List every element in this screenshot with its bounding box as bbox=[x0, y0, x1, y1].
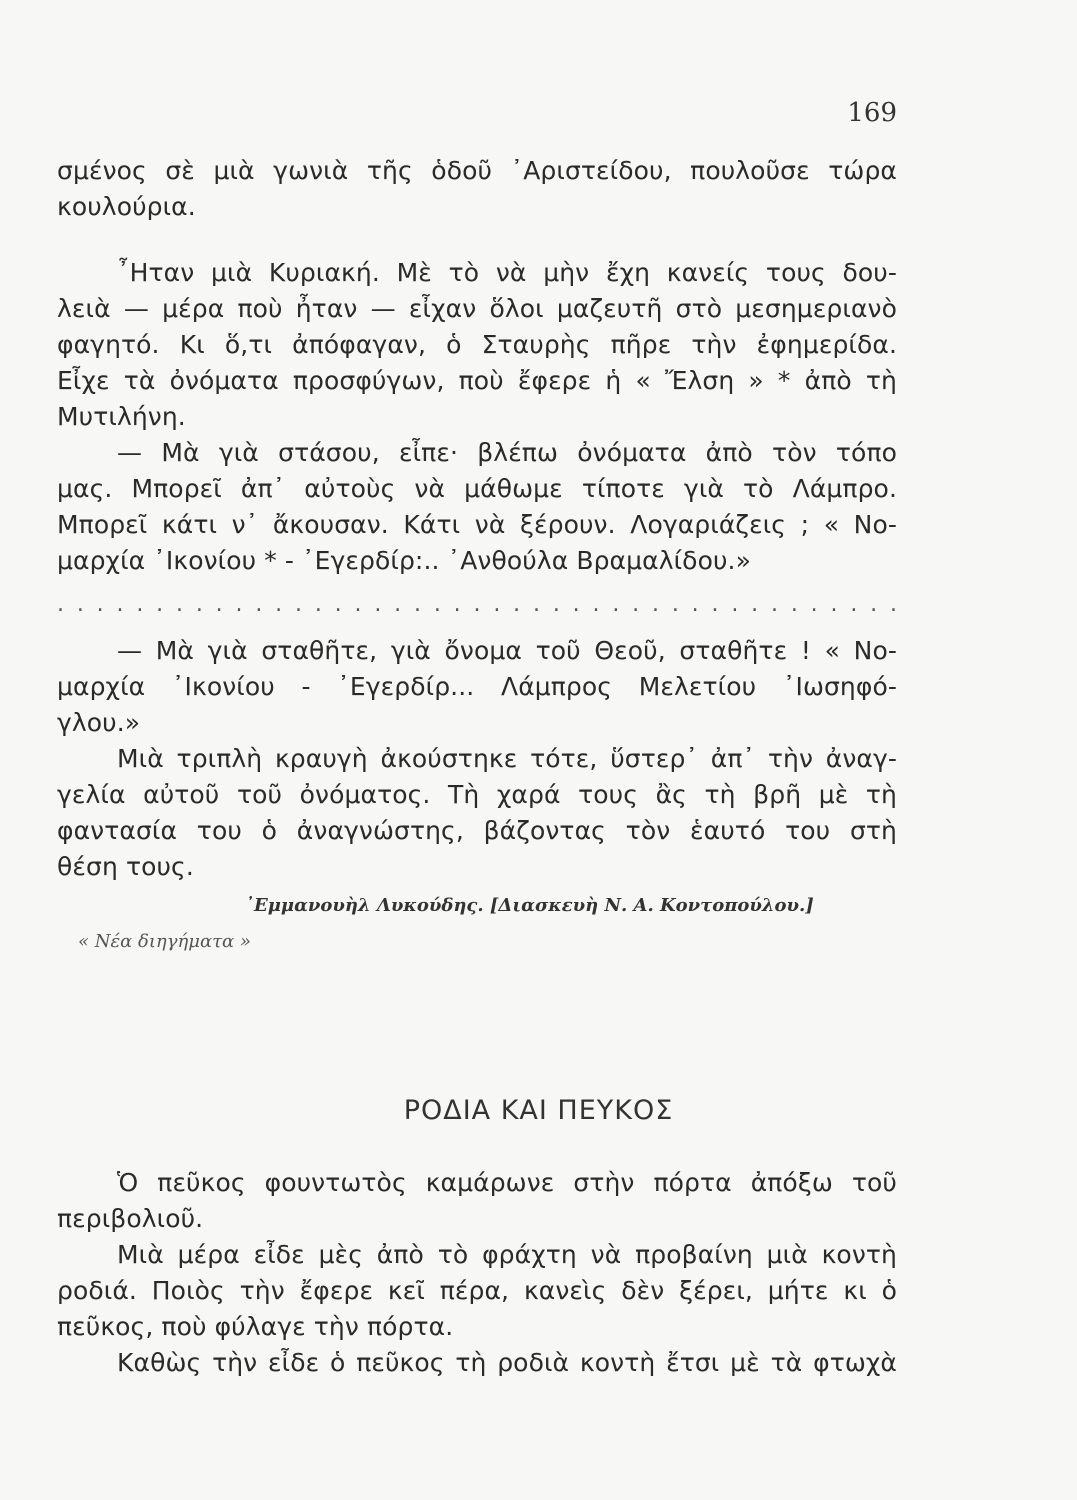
second-story-paragraphs bbox=[57, 1165, 897, 1381]
text-line: κουλούρια. bbox=[57, 192, 196, 221]
ellipsis-separator: . . . . . . . . . . . . . . . . . . . . . . . . . . . . . . . . . . . . . . . . . . . bbox=[57, 592, 897, 617]
text-line: μαρχία ᾿Ικονίου * - ᾿Εγερδίρ:.. ᾿Ανθούλα Βραμαλίδου.» bbox=[57, 546, 751, 575]
text-line: Μιὰ τριπλὴ κραυγὴ ἀκούστηκε τότε, ὕστερ᾿ ἀπ᾿ τὴν ἀναγ- bbox=[117, 744, 897, 773]
text-line: Μπορεῖ κάτι ν᾿ ἄκουσαν. Κάτι νὰ ξέρουν. Λογαριάζεις ; « Νο- bbox=[57, 510, 897, 539]
text-line: γλου.» bbox=[57, 708, 141, 737]
story-paragraphs-2 bbox=[57, 633, 897, 885]
text-line: ῏Ηταν μιὰ Κυριακή. Μὲ τὸ νὰ μὴν ἔχη κανείς τους δου- bbox=[117, 258, 897, 287]
text-line: φαγητό. Κι ὅ,τι ἀπόφαγαν, ὁ Σταυρὴς πῆρε τὴν ἐφημερίδα. bbox=[57, 330, 897, 359]
text-line: μαρχία ᾿Ικονίου - ᾿Εγερδίρ... Λάμπρος Μελετίου ᾿Ιωσηφό- bbox=[57, 672, 897, 701]
text-line: Ὁ πεῦκος φουντωτὸς καμάρωνε στὴν πόρτα ἀπόξω τοῦ bbox=[117, 1168, 897, 1197]
text-line: λειὰ — μέρα ποὺ ἦταν — εἶχαν ὅλοι μαζευτῆ στὸ μεσημεριανὸ bbox=[57, 294, 897, 323]
text-line: γελία αὐτοῦ τοῦ ὀνόματος. Τὴ χαρά τους ἂς τὴ βρῆ μὲ τὴ bbox=[57, 780, 897, 809]
story-paragraphs bbox=[57, 255, 897, 579]
section-title: ΡΟΔΙΑ ΚΑΙ ΠΕΥΚΟΣ bbox=[403, 1095, 674, 1126]
text-line: Μιὰ μέρα εἶδε μὲς ἀπὸ τὸ φράχτη νὰ προβαίνη μιὰ κοντὴ bbox=[117, 1240, 897, 1269]
text-line: — Μὰ γιὰ σταθῆτε, γιὰ ὄνομα τοῦ Θεοῦ, σταθῆτε ! « Νο- bbox=[117, 636, 897, 665]
source-title: « Νέα διηγήματα » bbox=[78, 931, 251, 952]
author-attribution: ᾿Εμμανουὴλ Λυκούδης. [Διασκευὴ Ν. Α. Κοντοπούλου.] bbox=[245, 895, 814, 916]
text-line: ροδιά. Ποιὸς τὴν ἔφερε κεῖ πέρα, κανεὶς δὲν ξέρει, μήτε κι ὁ bbox=[57, 1276, 897, 1305]
text-line: Εἶχε τὰ ὀνόματα προσφύγων, ποὺ ἔφερε ἡ « Ἔλση » * ἀπὸ τὴ bbox=[57, 366, 897, 395]
text-line: Καθὼς τὴν εἶδε ὁ πεῦκος τὴ ροδιὰ κοντὴ ἔτσι μὲ τὰ φτωχὰ bbox=[117, 1348, 897, 1377]
text-line: περιβολιοῦ. bbox=[57, 1204, 204, 1233]
text-line: θέση τους. bbox=[57, 852, 194, 881]
text-line: φαντασία του ὁ ἀναγνώστης, βάζοντας τὸν ἑαυτό του στὴ bbox=[57, 816, 897, 845]
paragraph-continuation bbox=[57, 153, 897, 225]
text-line: Μυτιλήνη. bbox=[57, 402, 186, 431]
page-number: 169 bbox=[847, 98, 897, 128]
text-line: — Μὰ γιὰ στάσου, εἶπε· βλέπω ὀνόματα ἀπὸ τὸν τόπο bbox=[117, 438, 897, 467]
text-line: σμένος σὲ μιὰ γωνιὰ τῆς ὁδοῦ ᾿Αριστείδου, πουλοῦσε τώρα bbox=[57, 156, 897, 185]
text-line: πεῦκος, ποὺ φύλαγε τὴν πόρτα. bbox=[57, 1312, 454, 1341]
text-line: μας. Μπορεῖ ἀπ᾿ αὐτοὺς νὰ μάθωμε τίποτε γιὰ τὸ Λάμπρο. bbox=[57, 474, 897, 503]
